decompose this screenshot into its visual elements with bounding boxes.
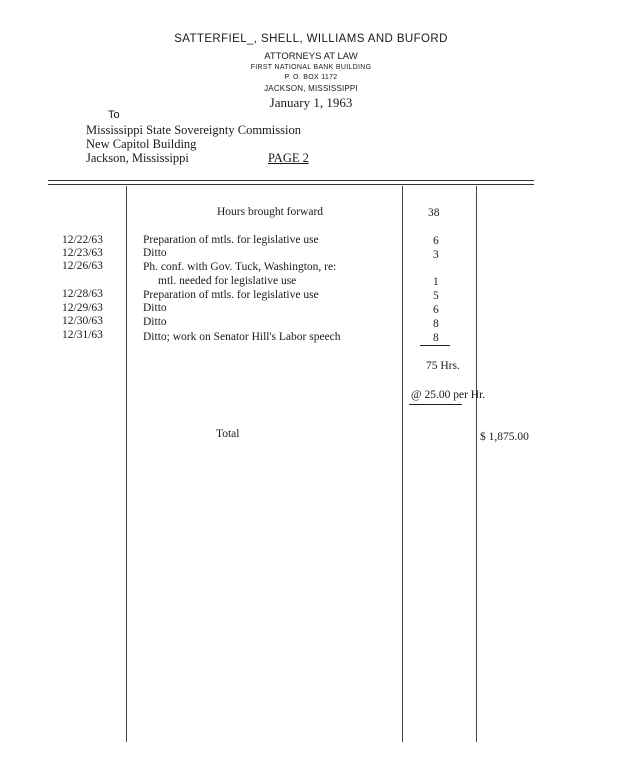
- entry-hours: 3: [433, 249, 439, 261]
- entry-date: 12/22/63: [62, 234, 103, 246]
- carry-forward-label: Hours brought forward: [217, 206, 324, 218]
- entry-date: 12/28/63: [62, 288, 103, 300]
- column-divider-date: [126, 186, 127, 742]
- entry-date: 12/26/63: [62, 260, 103, 272]
- entry-description: Ditto: [143, 302, 167, 314]
- entry-date: 12/31/63: [62, 329, 103, 341]
- entry-description-continued: mtl. needed for legislative use: [158, 275, 297, 287]
- total-label: Total: [216, 428, 240, 440]
- entry-hours: 8: [433, 332, 439, 344]
- firm-building: FIRST NATIONAL BANK BUILDING: [250, 64, 372, 71]
- entry-hours: 5: [433, 290, 439, 302]
- firm-po-box: P. O. BOX 1172: [284, 74, 338, 81]
- header-rule-top: [48, 180, 534, 181]
- entry-hours: 1: [433, 276, 439, 288]
- entry-description: Ph. conf. with Gov. Tuck, Washington, re:: [143, 261, 337, 273]
- entry-date: 12/29/63: [62, 302, 103, 314]
- entry-hours: 8: [433, 318, 439, 330]
- recipient-line-2: New Capitol Building: [86, 137, 197, 151]
- firm-title: ATTORNEYS AT LAW: [264, 51, 358, 62]
- recipient-line-3: Jackson, Mississippi: [86, 151, 189, 165]
- hours-sum-rule: [420, 345, 450, 346]
- letter-date: January 1, 1963: [269, 95, 353, 110]
- total-amount: $ 1,875.00: [480, 431, 529, 443]
- entry-description: Preparation of mtls. for legislative use: [143, 234, 319, 246]
- entry-date: 12/23/63: [62, 247, 103, 259]
- page-number: PAGE 2: [268, 151, 309, 165]
- to-label: To: [108, 109, 120, 121]
- entry-description: Preparation of mtls. for legislative use: [143, 289, 319, 301]
- rate-underline: [409, 404, 462, 405]
- entry-description: Ditto; work on Senator Hill's Labor speech: [143, 331, 341, 343]
- entry-hours: 6: [433, 235, 439, 247]
- firm-name: SATTERFIEL_, SHELL, WILLIAMS AND BUFORD: [174, 33, 448, 45]
- entry-description: Ditto: [143, 316, 167, 328]
- hourly-rate: @ 25.00 per Hr.: [411, 389, 486, 401]
- header-rule-bottom: [48, 184, 534, 185]
- total-hours: 75 Hrs.: [426, 360, 460, 372]
- firm-city: JACKSON, MISSISSIPPI: [264, 84, 358, 93]
- column-divider-amount: [476, 186, 477, 742]
- recipient-line-1: Mississippi State Sovereignty Commission: [86, 123, 301, 137]
- carry-forward-hours: 38: [428, 207, 440, 219]
- entry-description: Ditto: [143, 247, 167, 259]
- column-divider-hours: [402, 186, 403, 742]
- entry-date: 12/30/63: [62, 315, 103, 327]
- entry-hours: 6: [433, 304, 439, 316]
